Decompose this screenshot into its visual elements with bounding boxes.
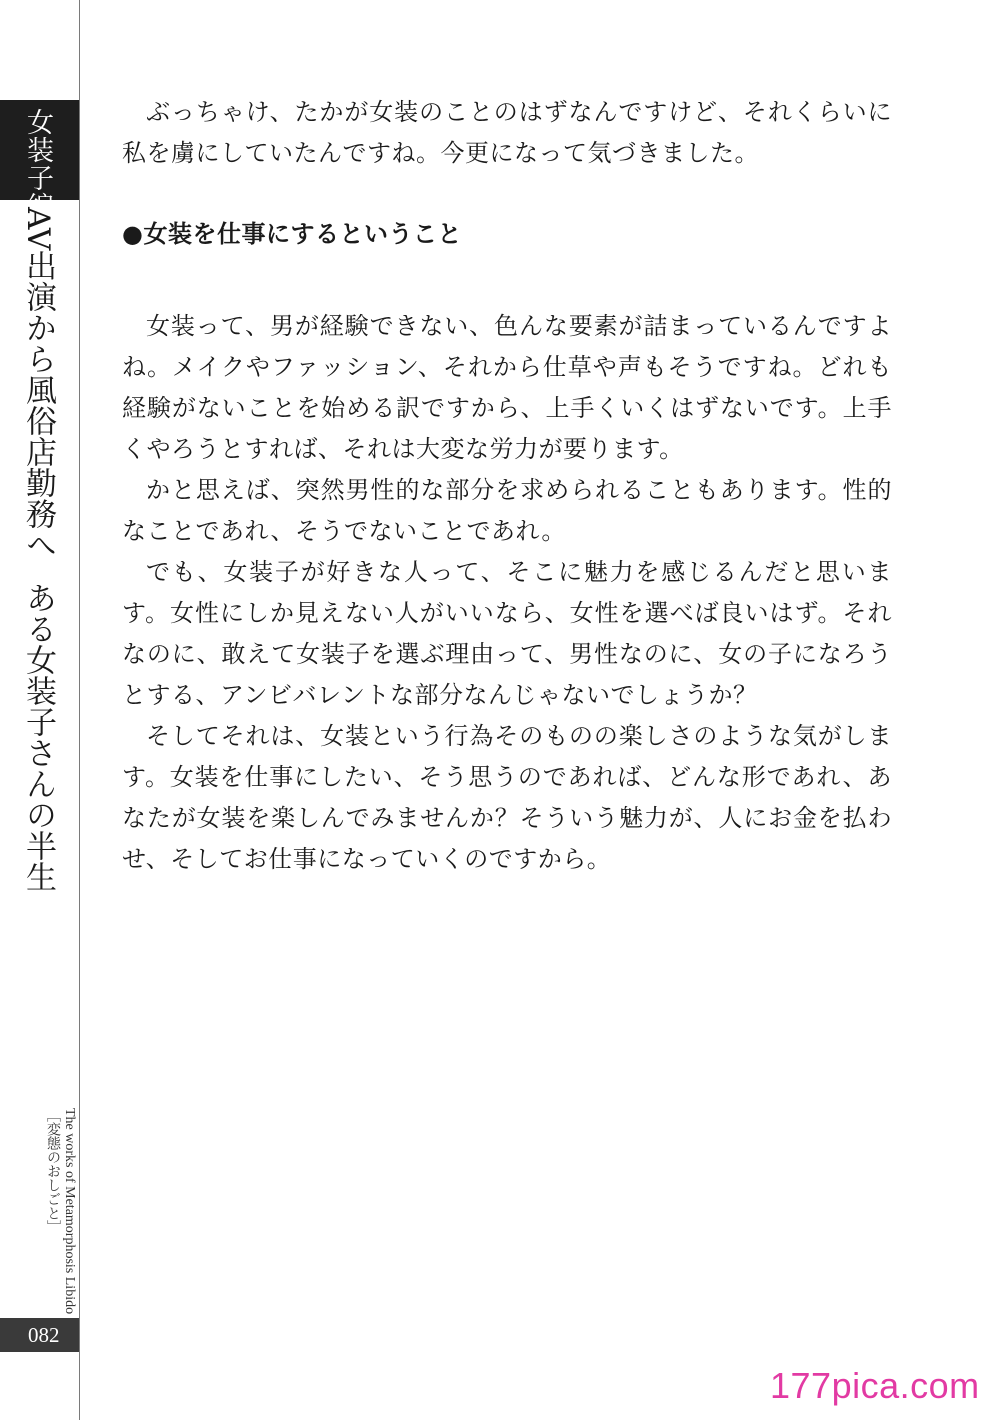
body-paragraph-2: かと思えば、突然男性的な部分を求められることもあります。性的なことであれ、そうでないことであれ。 bbox=[122, 476, 892, 545]
series-credit-line2: ［変態のおしごと］ bbox=[45, 1108, 60, 1234]
article-body bbox=[122, 92, 892, 880]
body-paragraph-1: 女装って、男が経験できない、色んな要素が詰まっているんですよね。メイクやファッション、それから仕草や声もそうですね。どれも経験がないことを始める訳ですから、上手くいくはずないです。上手くやろうとすれば、それは大変な労力が要ります。 bbox=[122, 312, 892, 463]
chapter-title-part1: AV出演から風俗店勤務へ bbox=[20, 207, 56, 561]
section-spacer bbox=[122, 255, 892, 306]
body-paragraph-3: でも、女装子が好きな人って、そこに魅力を感じるんだと思います。女性にしか見えない人がいいなら、女性を選べば良いはず。それなのに、敢えて女装子を選ぶ理由って、男性なのに、女の子になろうとする、アンビバレントな部分なんじゃないでしょうか？ bbox=[122, 558, 892, 709]
site-watermark: 177pica.com bbox=[770, 1365, 980, 1406]
chapter-title bbox=[20, 207, 56, 893]
category-label: 女装子編 bbox=[22, 108, 53, 220]
intro-paragraph: ぶっちゃけ、たかが女装のことのはずなんですけど、それくらいに私を虜にしていたんですね。今更になって気づきました。 bbox=[122, 98, 892, 167]
series-credit-line1: The works of Metamorphosis Libido bbox=[62, 1108, 77, 1315]
series-credit bbox=[44, 1108, 78, 1314]
body-paragraph-4: そしてそれは、女装という行為そのものの楽しさのような気がします。女装を仕事にしたい、そう思うのであれば、どんな形であれ、あなたが女装を楽しんでみませんか？そういう魅力が、人にお金を払わせ、そしてお仕事になっていくのですから。 bbox=[122, 722, 892, 873]
spine-divider bbox=[79, 0, 80, 1420]
chapter-title-part2: ある女装子さんの半生 bbox=[20, 582, 56, 893]
section-heading: ●女装を仕事にするということ bbox=[122, 220, 462, 248]
page-number: 082 bbox=[0, 1318, 79, 1352]
